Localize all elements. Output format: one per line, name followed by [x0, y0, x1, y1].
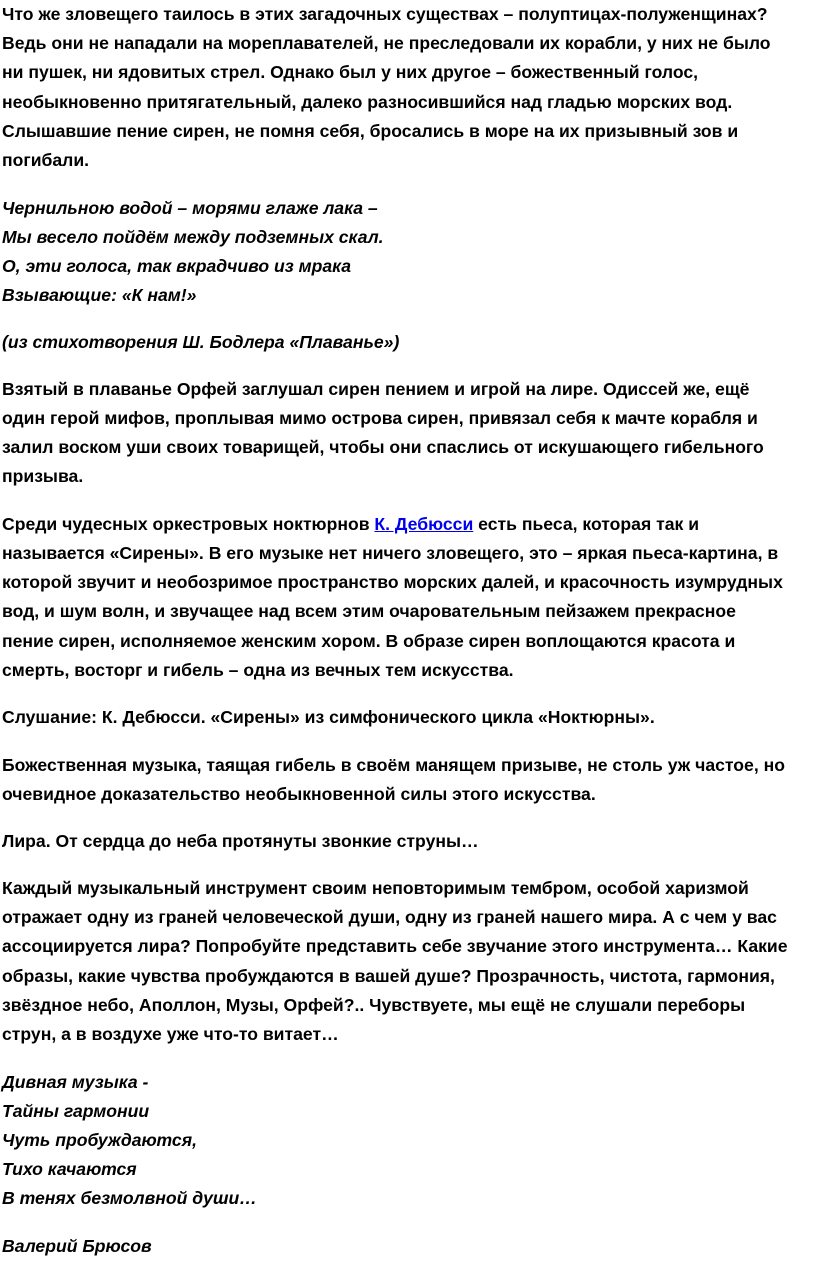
paragraph-1-line: необыкновенно притягательный, далеко разносившийся над гладью морских вод. [2, 92, 733, 112]
paragraph-2-line: Взятый в плаванье Орфей заглушал сирен пением и игрой на лире. Одиссей же, ещё [2, 379, 750, 399]
paragraph-3-line: называется «Сирены». В его музыке нет ничего зловещего, это – яркая пьеса-картина, в [2, 543, 779, 563]
poem-1-line: Мы весело пойдём между подземных скал. [2, 227, 384, 247]
paragraph-5-line: отражает одну из граней человеческой души, одну из граней нашего мира. А с чем у вас [2, 907, 777, 927]
paragraph-2-line: один герой мифов, проплывая мимо острова сирен, привязал себя к мачте корабля и [2, 408, 758, 428]
paragraph-4-line: Божественная музыка, таящая гибель в своём манящем призыве, не столь уж частое, но [2, 755, 785, 775]
paragraph-2-line: призыва. [2, 466, 84, 486]
poem-1-line: Чернильною водой – морями глаже лака – [2, 198, 378, 218]
poem-1-line: Взывающие: «К нам!» [2, 285, 197, 305]
poem-2-line: Тихо качаются [2, 1159, 137, 1179]
paragraph-5-line: звёздное небо, Аполлон, Музы, Орфей?.. Чувствуете, мы ещё не слушали переборы [2, 995, 746, 1015]
paragraph-5-line: Каждый музыкальный инструмент своим неповторимым тембром, особой харизмой [2, 878, 749, 898]
lyre-heading: Лира. От сердца до неба протянуты звонкие струны… [2, 831, 479, 851]
poem-1-source: (из стихотворения Ш. Бодлера «Плаванье») [2, 332, 400, 352]
paragraph-5-line: образы, какие чувства пробуждаются в вашей душе? Прозрачность, чистота, гармония, [2, 966, 775, 986]
paragraph-1-line: Что же зловещего таилось в этих загадочных существах – полуптицах-полуженщинах? [2, 4, 768, 24]
paragraph-5-line: струн, а в воздухе уже что-то витает… [2, 1024, 339, 1044]
debussy-link[interactable]: К. Дебюсси [374, 514, 474, 534]
paragraph-1-line: ни пушек, ни ядовитых стрел. Однако был у них другое – божественный голос, [2, 62, 699, 82]
paragraph-3-line: смерть, восторг и гибель – одна из вечных тем искусства. [2, 660, 514, 680]
paragraph-1-line: Слышавшие пение сирен, не помня себя, бросались в море на их призывный зов и [2, 121, 739, 141]
paragraph-5-line: ассоциируется лира? Попробуйте представить себе звучание этого инструмента… Какие [2, 936, 788, 956]
paragraph-3-first-line [2, 510, 699, 539]
poem-2-line: Чуть пробуждаются, [2, 1130, 197, 1150]
paragraph-3-line: пение сирен, исполняемое женским хором. В образе сирен воплощаются красота и [2, 631, 736, 651]
paragraph-3-line: вод, и шум волн, и звучащее над всем этим очаровательным пейзажем прекрасное [2, 601, 736, 621]
listening-line: Слушание: К. Дебюсси. «Сирены» из симфонического цикла «Ноктюрны». [2, 707, 655, 727]
paragraph-3-text: Среди чудесных оркестровых ноктюрнов [2, 514, 375, 534]
paragraph-3-text: есть пьеса, которая так и [473, 514, 700, 534]
poem-2-line: Дивная музыка - [2, 1072, 149, 1092]
poem-1-line: О, эти голоса, так вкрадчиво из мрака [2, 256, 352, 276]
paragraph-2-line: залил воском уши своих товарищей, чтобы они спаслись от искушающего гибельного [2, 437, 764, 457]
poem-2-line: В тенях безмолвной души… [2, 1188, 257, 1208]
paragraph-1-line: Ведь они не нападали на мореплавателей, не преследовали их корабли, у них не было [2, 33, 771, 53]
poem-2-line: Тайны гармонии [2, 1101, 150, 1121]
paragraph-3-line: которой звучит и необозримое пространство морских далей, и красочность изумрудных [2, 572, 783, 592]
paragraph-4-line: очевидное доказательство необыкновенной силы этого искусства. [2, 784, 596, 804]
poem-2-author: Валерий Брюсов [2, 1236, 152, 1256]
paragraph-1-line: погибали. [2, 150, 90, 170]
